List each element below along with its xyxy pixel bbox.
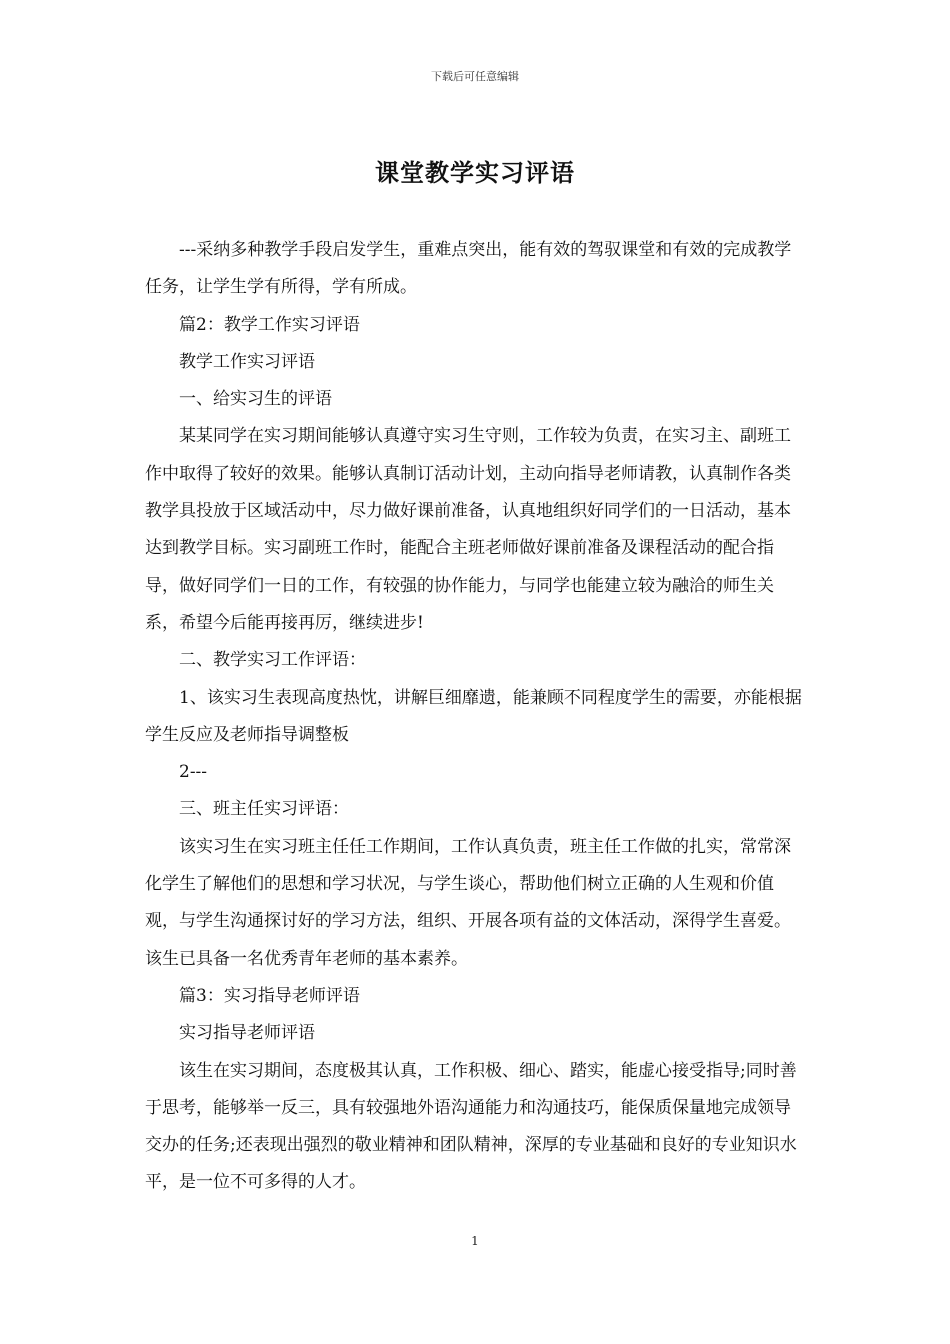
subheading-teaching-internship: 二、教学实习工作评语： — [179, 650, 366, 671]
paragraph-intern-comment: 某某同学在实习期间能够认真遵守实习生守则，工作较为负责，在实习主、副班工作中取得了较好的效果。能够认真制订活动计划，主动向指导老师请教，认真制作各类教学具投放于区域活动中，尽力做好课前准备，认真地组织好同学们的一日活动，基本达到教学目标。实习副班工作时，能配合主班老师做好课前准备及课程活动的配合指导，做好同学们一日的工作，有较强的协作能力，与同学也能建立较为融洽的师生关系，希望今后能再接再厉，继续进步! — [145, 426, 791, 633]
paragraph-intro: ---采纳多种教学手段启发学生，重难点突出，能有效的驾驭课堂和有效的完成教学任务，让学生学有所得，学有所成。 — [145, 240, 792, 298]
subheading-intern-comment: 一、给实习生的评语 — [179, 389, 332, 410]
document-title: 课堂教学实习评语 — [375, 159, 575, 187]
paragraph-class-teacher: 该实习生在实习班主任任工作期间，工作认真负责，班主任工作做的扎实，常常深化学生了解他们的思想和学习状况，与学生谈心，帮助他们树立正确的人生观和价值观，与学生沟通探讨好的学习方法，组织、开展各项有益的文体活动，深得学生喜爱。该生已具备一名优秀青年老师的基本素养。 — [145, 836, 791, 969]
subheading-teaching-work: 教学工作实习评语 — [179, 351, 315, 372]
paragraph-supervisor: 该生在实习期间，态度极其认真，工作积极、细心、踏实，能虚心接受指导;同时善于思考，能够举一反三，具有较强地外语沟通能力和沟通技巧，能保质保量地完成领导交办的任务;还表现出强烈的敬业精神和团队精神，深厚的专业基础和良好的专业知识水平，是一位不可多得的人才。 — [145, 1060, 797, 1193]
document-body — [145, 232, 805, 1202]
subheading-class-teacher: 三、班主任实习评语： — [179, 799, 349, 820]
header-note: 下载后可任意编辑 — [431, 70, 519, 83]
section-heading-part3: 篇3：实习指导老师评语 — [179, 985, 360, 1006]
section-heading-part2: 篇2：教学工作实习评语 — [179, 314, 360, 335]
subheading-supervisor: 实习指导老师评语 — [179, 1023, 315, 1044]
page-number: 1 — [471, 1234, 479, 1248]
paragraph-separator: 2--- — [179, 762, 208, 783]
paragraph-teaching-internship: 1、该实习生表现高度热忱，讲解巨细靡遗，能兼顾不同程度学生的需要，亦能根据学生反应及老师指导调整板 — [145, 687, 802, 745]
